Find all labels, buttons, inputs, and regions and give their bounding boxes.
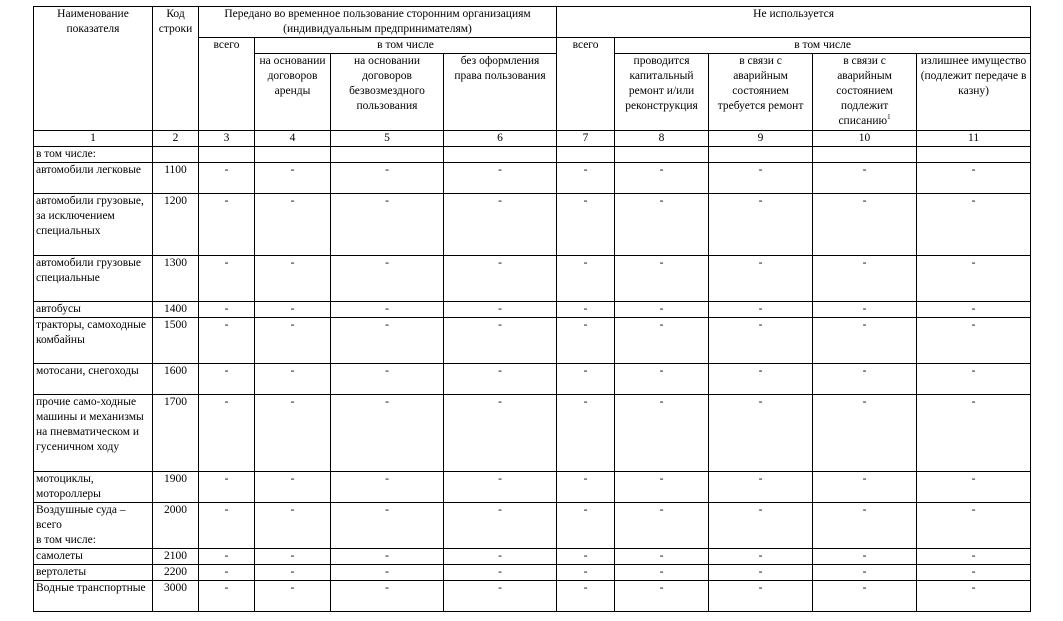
row-value-cell: - [331, 163, 444, 194]
row-value-cell: - [917, 581, 1031, 612]
header-sub-writeoff-text: в связи с аварийным состоянием подлежит списанию [836, 55, 893, 127]
row-value-cell: - [557, 318, 615, 364]
row-value-cell: - [813, 364, 917, 395]
row-value-cell: - [813, 581, 917, 612]
row-value-cell: - [615, 194, 709, 256]
row-value-cell: - [444, 581, 557, 612]
table-row [34, 565, 1031, 581]
footnote-marker: 1 [887, 113, 891, 122]
row-name-text: Воздушные суда – всего [36, 504, 126, 531]
row-value-cell: - [331, 395, 444, 472]
row-name-text: автомобили грузовые, за исключением специальных [36, 195, 144, 237]
row-name-text: тракторы, самоходные комбайны [36, 319, 146, 346]
row-value-cell: - [557, 163, 615, 194]
column-number: 7 [557, 131, 615, 147]
row-value-cell: - [199, 581, 255, 612]
row-value-cell: - [615, 318, 709, 364]
row-value-cell: - [199, 318, 255, 364]
table-row [34, 472, 1031, 503]
row-value-cell: - [444, 364, 557, 395]
header-unused-total: всего [557, 38, 615, 131]
table-row [34, 549, 1031, 565]
row-code: 1200 [153, 194, 199, 256]
row-name [34, 318, 153, 364]
row-value-cell: - [615, 395, 709, 472]
row-code: 1900 [153, 472, 199, 503]
row-value-cell: - [709, 318, 813, 364]
vehicles-usage-table [33, 6, 1031, 612]
row-value-cell: - [557, 549, 615, 565]
table-row [34, 256, 1031, 302]
column-numbers-row [34, 131, 1031, 147]
table-row [34, 302, 1031, 318]
row-value-cell: - [444, 565, 557, 581]
row-value-cell: - [557, 581, 615, 612]
row-value-cell: - [255, 194, 331, 256]
row-name-text: мотоциклы, мотороллеры [36, 473, 101, 500]
row-value-cell: - [444, 318, 557, 364]
row-value-cell: - [557, 395, 615, 472]
row-value-cell: - [557, 364, 615, 395]
row-value-cell: - [813, 256, 917, 302]
including-row [34, 147, 1031, 163]
row-value-cell: - [615, 565, 709, 581]
row-value-cell: - [709, 395, 813, 472]
row-value-cell: - [331, 549, 444, 565]
header-sub-repair: проводится капитальный ремонт и/или реконструкция [615, 54, 709, 131]
row-code: 3000 [153, 581, 199, 612]
row-code: 1500 [153, 318, 199, 364]
row-value-cell: - [917, 549, 1031, 565]
row-name-text: мотосани, снегоходы [36, 365, 139, 377]
row-value-cell: - [331, 194, 444, 256]
row-code: 1300 [153, 256, 199, 302]
row-name-text: автомобили грузовые специальные [36, 257, 142, 284]
row-value-cell: - [813, 565, 917, 581]
row-value-cell: - [709, 472, 813, 503]
row-value-cell: - [199, 256, 255, 302]
row-name [34, 581, 153, 612]
header-name-column: Наименование показателя [34, 7, 153, 131]
row-value-cell: - [709, 194, 813, 256]
row-value-cell: - [709, 302, 813, 318]
row-name [34, 163, 153, 194]
row-value-cell: - [709, 364, 813, 395]
row-value-cell: - [331, 302, 444, 318]
row-value-cell: - [557, 256, 615, 302]
table-row [34, 581, 1031, 612]
header-code-column: Код строки [153, 7, 199, 131]
row-value-cell: - [557, 565, 615, 581]
row-name [34, 503, 153, 549]
row-code: 1700 [153, 395, 199, 472]
row-value-cell: - [813, 163, 917, 194]
row-value-cell: - [444, 503, 557, 549]
row-value-cell: - [615, 163, 709, 194]
row-value-cell: - [255, 302, 331, 318]
row-value-cell: - [709, 549, 813, 565]
row-value-cell: - [557, 194, 615, 256]
row-value-cell: - [813, 549, 917, 565]
row-value-cell: - [917, 472, 1031, 503]
row-name [34, 364, 153, 395]
row-code: 2000 [153, 503, 199, 549]
row-code: 2100 [153, 549, 199, 565]
including-label: в том числе: [34, 147, 153, 163]
row-value-cell: - [255, 472, 331, 503]
header-unused-group: Не используется [557, 7, 1031, 38]
row-name-text: прочие само-ходные машины и механизмы на пневматическом и гусеничном ходу [36, 396, 144, 453]
header-sub-norights: без оформления права пользования [444, 54, 557, 131]
row-code: 2200 [153, 565, 199, 581]
row-value-cell: - [917, 318, 1031, 364]
row-value-cell: - [255, 581, 331, 612]
row-value-cell: - [444, 302, 557, 318]
row-value-cell: - [444, 395, 557, 472]
row-value-cell: - [199, 163, 255, 194]
row-value-cell: - [615, 503, 709, 549]
row-value-cell: - [917, 364, 1031, 395]
column-number: 10 [813, 131, 917, 147]
row-value-cell: - [199, 364, 255, 395]
row-value-cell: - [255, 318, 331, 364]
row-value-cell: - [444, 472, 557, 503]
row-value-cell: - [255, 163, 331, 194]
row-value-cell: - [813, 302, 917, 318]
row-value-cell: - [331, 472, 444, 503]
row-value-cell: - [709, 565, 813, 581]
row-value-cell: - [615, 364, 709, 395]
row-name-text: автобусы [36, 303, 81, 315]
row-code: 1600 [153, 364, 199, 395]
row-name [34, 302, 153, 318]
row-value-cell: - [199, 549, 255, 565]
row-code: 1100 [153, 163, 199, 194]
header-sub-excess: излишнее имущество (подлежит передаче в казну) [917, 54, 1031, 131]
row-value-cell: - [255, 364, 331, 395]
row-name-text: Водные транспортные [36, 582, 146, 594]
column-number: 1 [34, 131, 153, 147]
row-value-cell: - [813, 318, 917, 364]
header-unused-including: в том числе [615, 38, 1031, 54]
row-value-cell: - [331, 318, 444, 364]
row-value-cell: - [199, 302, 255, 318]
row-value-cell: - [917, 302, 1031, 318]
column-number: 5 [331, 131, 444, 147]
row-value-cell: - [709, 163, 813, 194]
row-value-cell: - [615, 472, 709, 503]
row-value-cell: - [557, 503, 615, 549]
report-table-container [33, 6, 1031, 612]
table-row [34, 318, 1031, 364]
row-value-cell: - [813, 503, 917, 549]
row-value-cell: - [615, 302, 709, 318]
row-value-cell: - [709, 581, 813, 612]
row-value-cell: - [444, 256, 557, 302]
table-row [34, 503, 1031, 549]
row-value-cell: - [709, 503, 813, 549]
row-value-cell: - [444, 163, 557, 194]
row-value-cell: - [557, 472, 615, 503]
row-value-cell: - [615, 549, 709, 565]
column-number: 11 [917, 131, 1031, 147]
table-row [34, 194, 1031, 256]
row-value-cell: - [709, 256, 813, 302]
table-row [34, 364, 1031, 395]
row-name-text: самолеты [36, 550, 83, 562]
column-number: 2 [153, 131, 199, 147]
row-value-cell: - [444, 194, 557, 256]
row-value-cell: - [255, 395, 331, 472]
row-name [34, 256, 153, 302]
column-number: 4 [255, 131, 331, 147]
row-code: 1400 [153, 302, 199, 318]
row-value-cell: - [917, 565, 1031, 581]
header-sub-free: на основании договоров безвозмездного пользования [331, 54, 444, 131]
row-name [34, 549, 153, 565]
table-row [34, 163, 1031, 194]
row-value-cell: - [917, 256, 1031, 302]
row-value-cell: - [444, 549, 557, 565]
column-number: 3 [199, 131, 255, 147]
column-number: 9 [709, 131, 813, 147]
column-number: 8 [615, 131, 709, 147]
row-value-cell: - [917, 194, 1031, 256]
row-value-cell: - [813, 194, 917, 256]
row-value-cell: - [331, 565, 444, 581]
header-rented-including: в том числе [255, 38, 557, 54]
row-name-text: автомобили легковые [36, 164, 142, 176]
row-value-cell: - [917, 395, 1031, 472]
row-value-cell: - [199, 472, 255, 503]
row-value-cell: - [813, 472, 917, 503]
row-name [34, 194, 153, 256]
row-value-cell: - [199, 194, 255, 256]
header-sub-need-repair: в связи с аварийным состоянием требуется ремонт [709, 54, 813, 131]
row-value-cell: - [255, 565, 331, 581]
row-value-cell: - [255, 549, 331, 565]
row-value-cell: - [199, 565, 255, 581]
row-name [34, 565, 153, 581]
row-value-cell: - [813, 395, 917, 472]
column-number: 6 [444, 131, 557, 147]
header-sub-rent: на основании договоров аренды [255, 54, 331, 131]
row-name [34, 395, 153, 472]
row-value-cell: - [199, 503, 255, 549]
header-rented-group: Передано во временное пользование сторонним организациям (индивидуальным предпринимателям) [199, 7, 557, 38]
row-value-cell: - [331, 581, 444, 612]
header-rented-total: всего [199, 38, 255, 131]
row-value-cell: - [331, 503, 444, 549]
row-name-extra: в том числе: [36, 534, 96, 546]
row-value-cell: - [199, 395, 255, 472]
row-value-cell: - [255, 256, 331, 302]
row-value-cell: - [255, 503, 331, 549]
table-row [34, 395, 1031, 472]
row-value-cell: - [615, 256, 709, 302]
header-sub-writeoff [813, 54, 917, 131]
row-value-cell: - [331, 256, 444, 302]
row-value-cell: - [917, 163, 1031, 194]
row-name [34, 472, 153, 503]
row-value-cell: - [917, 503, 1031, 549]
row-value-cell: - [615, 581, 709, 612]
row-value-cell: - [557, 302, 615, 318]
row-name-text: вертолеты [36, 566, 87, 578]
row-value-cell: - [331, 364, 444, 395]
